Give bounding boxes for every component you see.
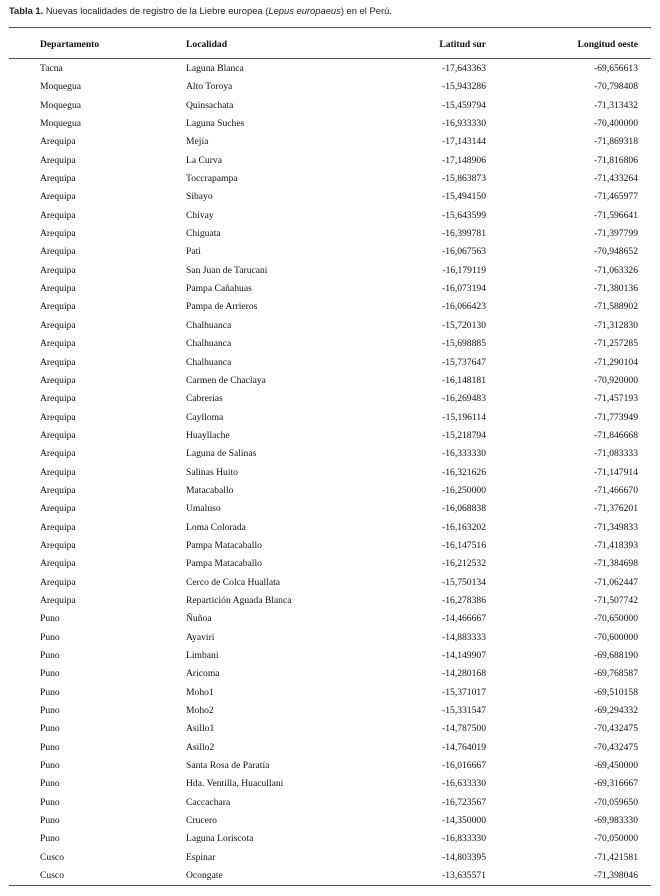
cell-latitud: -16,179119 bbox=[442, 264, 486, 276]
cell-localidad: Carmen de Chaclaya bbox=[186, 374, 266, 386]
cell-latitud: -14,350000 bbox=[442, 815, 486, 827]
cell-localidad: Asillo2 bbox=[186, 741, 215, 753]
header-longitud: Longitud oeste bbox=[577, 39, 638, 50]
table-row bbox=[0, 133, 660, 151]
cell-departamento: Arequipa bbox=[40, 264, 76, 276]
table-top-rule bbox=[9, 27, 651, 28]
header-latitud: Latitud sur bbox=[439, 39, 486, 50]
table-row bbox=[0, 115, 660, 133]
cell-longitud: -71,062447 bbox=[594, 576, 638, 588]
cell-longitud: -69,510158 bbox=[594, 686, 638, 698]
cell-localidad: Moho1 bbox=[186, 686, 214, 698]
cell-departamento: Puno bbox=[40, 815, 60, 827]
cell-latitud: -15,720130 bbox=[442, 319, 486, 331]
cell-departamento: Arequipa bbox=[40, 393, 76, 405]
table-row bbox=[0, 720, 660, 738]
cell-longitud: -71,083333 bbox=[594, 448, 638, 460]
cell-localidad: Salinas Huito bbox=[186, 466, 238, 478]
cell-departamento: Puno bbox=[40, 686, 60, 698]
cell-localidad: Pampa Cañahuas bbox=[186, 283, 252, 295]
cell-localidad: Pampa Matacaballo bbox=[186, 539, 262, 551]
cell-latitud: -16,147516 bbox=[442, 539, 486, 551]
cell-localidad: Espinar bbox=[186, 851, 216, 863]
cell-latitud: -16,723567 bbox=[442, 796, 486, 808]
cell-latitud: -17,643363 bbox=[442, 63, 486, 74]
cell-longitud: -69,294332 bbox=[594, 705, 638, 717]
cell-longitud: -71,433264 bbox=[594, 173, 638, 185]
table-row bbox=[0, 867, 660, 885]
cell-longitud: -71,349833 bbox=[594, 521, 638, 533]
cell-departamento: Arequipa bbox=[40, 503, 76, 515]
cell-latitud: -16,073194 bbox=[442, 283, 486, 295]
header-localidad: Localidad bbox=[186, 39, 228, 50]
cell-longitud: -71,257285 bbox=[594, 338, 638, 350]
cell-longitud: -70,948652 bbox=[594, 246, 638, 258]
cell-departamento: Moquegua bbox=[40, 81, 82, 93]
table-row bbox=[0, 812, 660, 830]
cell-localidad: Quinsachata bbox=[186, 99, 234, 111]
table-row bbox=[0, 335, 660, 353]
table-bottom-rule bbox=[9, 885, 651, 886]
cell-localidad: Cerco de Colca Huallata bbox=[186, 576, 281, 588]
cell-latitud: -15,737647 bbox=[442, 356, 486, 368]
cell-latitud: -16,333330 bbox=[442, 448, 486, 460]
cell-longitud: -69,316667 bbox=[594, 778, 638, 790]
cell-departamento: Puno bbox=[40, 668, 60, 680]
cell-departamento: Puno bbox=[40, 741, 60, 753]
cell-departamento: Puno bbox=[40, 705, 60, 717]
cell-longitud: -71,507742 bbox=[594, 594, 638, 606]
cell-latitud: -16,148181 bbox=[442, 374, 486, 386]
caption-text-after: ) en el Perú. bbox=[340, 5, 392, 16]
cell-localidad: Alto Toroya bbox=[186, 81, 233, 93]
cell-longitud: -71,421581 bbox=[594, 851, 638, 863]
cell-localidad: Ñuñoa bbox=[186, 613, 212, 625]
cell-longitud: -71,588902 bbox=[594, 301, 638, 313]
table-row bbox=[0, 574, 660, 592]
cell-localidad: Laguna Suches bbox=[186, 118, 245, 130]
cell-latitud: -15,331547 bbox=[442, 705, 486, 717]
table-row bbox=[0, 519, 660, 537]
table-row bbox=[0, 170, 660, 188]
cell-localidad: Ayaviri bbox=[186, 631, 215, 643]
caption-label: Tabla 1. bbox=[9, 5, 44, 16]
table-row bbox=[0, 702, 660, 720]
table-row bbox=[0, 830, 660, 848]
cell-departamento: Cusco bbox=[40, 870, 64, 882]
table-row bbox=[0, 207, 660, 225]
table-caption bbox=[9, 5, 392, 16]
table-row bbox=[0, 445, 660, 463]
table-row bbox=[0, 78, 660, 96]
table-header-rule bbox=[9, 58, 651, 59]
cell-localidad: Aricoma bbox=[186, 668, 220, 680]
cell-latitud: -15,698885 bbox=[442, 338, 486, 350]
table-row bbox=[0, 298, 660, 316]
cell-departamento: Moquegua bbox=[40, 118, 82, 130]
cell-departamento: Arequipa bbox=[40, 136, 76, 148]
cell-longitud: -71,457193 bbox=[594, 393, 638, 405]
cell-departamento: Arequipa bbox=[40, 594, 76, 606]
cell-longitud: -69,450000 bbox=[594, 760, 638, 772]
cell-longitud: -70,050000 bbox=[594, 833, 638, 845]
cell-longitud: -69,768587 bbox=[594, 668, 638, 680]
cell-departamento: Arequipa bbox=[40, 374, 76, 386]
cell-latitud: -15,371017 bbox=[442, 686, 486, 698]
cell-localidad: Chalhuanca bbox=[186, 319, 232, 331]
table-row bbox=[0, 354, 660, 372]
cell-localidad: San Juan de Tarucani bbox=[186, 264, 268, 276]
table-row bbox=[0, 243, 660, 261]
cell-departamento: Arequipa bbox=[40, 466, 76, 478]
cell-longitud: -70,920000 bbox=[594, 374, 638, 386]
cell-latitud: -15,943286 bbox=[442, 81, 486, 93]
cell-localidad: Sibayo bbox=[186, 191, 213, 203]
cell-latitud: -16,066423 bbox=[442, 301, 486, 313]
cell-localidad: Chalhuanca bbox=[186, 338, 232, 350]
cell-longitud: -71,398046 bbox=[594, 870, 638, 882]
table-row bbox=[0, 427, 660, 445]
table-row bbox=[0, 390, 660, 408]
cell-localidad: Caccachara bbox=[186, 796, 231, 808]
cell-latitud: -14,803395 bbox=[442, 851, 486, 863]
table-row bbox=[0, 500, 660, 518]
cell-longitud: -71,312830 bbox=[594, 319, 638, 331]
table-row bbox=[0, 60, 660, 78]
cell-longitud: -70,400000 bbox=[594, 118, 638, 130]
cell-localidad: Asillo1 bbox=[186, 723, 215, 735]
table-row bbox=[0, 97, 660, 115]
cell-departamento: Puno bbox=[40, 650, 60, 661]
cell-departamento: Arequipa bbox=[40, 319, 76, 331]
cell-latitud: -14,883333 bbox=[442, 631, 486, 643]
cell-localidad: Chalhuanca bbox=[186, 356, 232, 368]
cell-localidad: Pampa Matacaballo bbox=[186, 558, 262, 570]
table-row bbox=[0, 537, 660, 555]
cell-departamento: Arequipa bbox=[40, 484, 76, 496]
table-row bbox=[0, 665, 660, 683]
cell-latitud: -15,863873 bbox=[442, 173, 486, 185]
cell-longitud: -71,596641 bbox=[594, 209, 638, 221]
cell-longitud: -71,846668 bbox=[594, 429, 638, 441]
cell-departamento: Arequipa bbox=[40, 539, 76, 551]
cell-latitud: -16,068838 bbox=[442, 503, 486, 515]
cell-longitud: -70,059650 bbox=[594, 796, 638, 808]
cell-departamento: Arequipa bbox=[40, 558, 76, 570]
table-row bbox=[0, 757, 660, 775]
caption-text-before: Nuevas localidades de registro de la Liebre europea ( bbox=[43, 5, 269, 16]
cell-latitud: -14,149907 bbox=[442, 650, 486, 661]
cell-latitud: -17,143144 bbox=[442, 136, 486, 148]
cell-departamento: Puno bbox=[40, 796, 60, 808]
cell-longitud: -69,983330 bbox=[594, 815, 638, 827]
table-row bbox=[0, 555, 660, 573]
cell-localidad: Umaluso bbox=[186, 503, 221, 515]
cell-latitud: -16,321626 bbox=[442, 466, 486, 478]
cell-longitud: -71,290104 bbox=[594, 356, 638, 368]
cell-latitud: -15,643599 bbox=[442, 209, 486, 221]
cell-longitud: -71,816806 bbox=[594, 154, 638, 166]
cell-latitud: -16,163202 bbox=[442, 521, 486, 533]
cell-departamento: Puno bbox=[40, 613, 60, 625]
table-row bbox=[0, 794, 660, 812]
cell-latitud: -14,280168 bbox=[442, 668, 486, 680]
cell-longitud: -71,376201 bbox=[594, 503, 638, 515]
cell-localidad: Crucero bbox=[186, 815, 217, 827]
table-row bbox=[0, 739, 660, 757]
cell-departamento: Puno bbox=[40, 778, 60, 790]
cell-departamento: Arequipa bbox=[40, 209, 76, 221]
cell-latitud: -15,196114 bbox=[442, 411, 486, 423]
cell-localidad: Laguna Blanca bbox=[186, 63, 244, 74]
cell-departamento: Arequipa bbox=[40, 338, 76, 350]
cell-latitud: -16,212532 bbox=[442, 558, 486, 570]
cell-departamento: Arequipa bbox=[40, 154, 76, 166]
cell-longitud: -71,869318 bbox=[594, 136, 638, 148]
table-row bbox=[0, 464, 660, 482]
cell-longitud: -70,650000 bbox=[594, 613, 638, 625]
table-row bbox=[0, 262, 660, 280]
cell-latitud: -17,148906 bbox=[442, 154, 486, 166]
cell-localidad: Santa Rosa de Paratía bbox=[186, 760, 270, 772]
cell-departamento: Arequipa bbox=[40, 173, 76, 185]
table-row bbox=[0, 629, 660, 647]
cell-latitud: -16,250000 bbox=[442, 484, 486, 496]
header-departamento: Departamento bbox=[40, 39, 100, 50]
cell-localidad: Cabrerías bbox=[186, 393, 223, 405]
cell-longitud: -70,600000 bbox=[594, 631, 638, 643]
cell-latitud: -14,787500 bbox=[442, 723, 486, 735]
cell-departamento: Arequipa bbox=[40, 228, 76, 240]
cell-longitud: -71,313432 bbox=[594, 99, 638, 111]
cell-localidad: Chiguata bbox=[186, 228, 221, 240]
table-row bbox=[0, 317, 660, 335]
table-row bbox=[0, 280, 660, 298]
cell-latitud: -16,399781 bbox=[442, 228, 486, 240]
cell-departamento: Puno bbox=[40, 833, 60, 845]
cell-latitud: -16,278386 bbox=[442, 594, 486, 606]
cell-latitud: -15,218794 bbox=[442, 429, 486, 441]
cell-longitud: -69,656613 bbox=[594, 63, 638, 74]
table-body bbox=[0, 60, 660, 885]
cell-latitud: -16,933330 bbox=[442, 118, 486, 130]
cell-localidad: Hda. Ventilla, Huacullani bbox=[186, 778, 284, 790]
cell-longitud: -71,418393 bbox=[594, 539, 638, 551]
cell-departamento: Arequipa bbox=[40, 301, 76, 313]
cell-departamento: Arequipa bbox=[40, 429, 76, 441]
cell-latitud: -16,269483 bbox=[442, 393, 486, 405]
cell-departamento: Arequipa bbox=[40, 356, 76, 368]
cell-departamento: Arequipa bbox=[40, 411, 76, 423]
table-row bbox=[0, 225, 660, 243]
cell-latitud: -16,067563 bbox=[442, 246, 486, 258]
cell-localidad: Laguna de Salinas bbox=[186, 448, 257, 460]
table-row bbox=[0, 684, 660, 702]
cell-latitud: -14,466667 bbox=[442, 613, 486, 625]
table-row bbox=[0, 409, 660, 427]
cell-longitud: -70,432475 bbox=[594, 723, 638, 735]
cell-latitud: -15,494150 bbox=[442, 191, 486, 203]
cell-departamento: Moquegua bbox=[40, 99, 82, 111]
cell-departamento: Puno bbox=[40, 760, 60, 772]
cell-departamento: Arequipa bbox=[40, 283, 76, 295]
cell-longitud: -70,432475 bbox=[594, 741, 638, 753]
cell-localidad: La Curva bbox=[186, 154, 222, 166]
cell-latitud: -14,764019 bbox=[442, 741, 486, 753]
cell-latitud: -16,633330 bbox=[442, 778, 486, 790]
cell-localidad: Matacaballo bbox=[186, 484, 234, 496]
table-row bbox=[0, 849, 660, 867]
cell-latitud: -15,750134 bbox=[442, 576, 486, 588]
cell-localidad: Caylloma bbox=[186, 411, 224, 423]
table-row bbox=[0, 775, 660, 793]
cell-localidad: Toccrapampa bbox=[186, 173, 238, 185]
cell-departamento: Cusco bbox=[40, 851, 64, 863]
table-row bbox=[0, 482, 660, 500]
cell-localidad: Loma Colorada bbox=[186, 521, 246, 533]
cell-longitud: -71,384698 bbox=[594, 558, 638, 570]
cell-longitud: -71,465977 bbox=[594, 191, 638, 203]
cell-localidad: Huayllache bbox=[186, 429, 230, 441]
cell-departamento: Arequipa bbox=[40, 576, 76, 588]
cell-localidad: Moho2 bbox=[186, 705, 214, 717]
cell-departamento: Puno bbox=[40, 723, 60, 735]
cell-latitud: -16,833330 bbox=[442, 833, 486, 845]
table-row bbox=[0, 372, 660, 390]
table-row bbox=[0, 152, 660, 170]
cell-localidad: Ocongate bbox=[186, 870, 223, 882]
table-row bbox=[0, 188, 660, 206]
cell-longitud: -71,466670 bbox=[594, 484, 638, 496]
cell-departamento: Arequipa bbox=[40, 246, 76, 258]
table-row bbox=[0, 647, 660, 665]
cell-localidad: Limbani bbox=[186, 650, 219, 661]
table-row bbox=[0, 610, 660, 628]
cell-localidad: Pampa de Arrieros bbox=[186, 301, 258, 313]
cell-latitud: -16,016667 bbox=[442, 760, 486, 772]
cell-departamento: Arequipa bbox=[40, 521, 76, 533]
cell-latitud: -15,459794 bbox=[442, 99, 486, 111]
cell-localidad: Laguna Loriscota bbox=[186, 833, 254, 845]
cell-localidad: Mejía bbox=[186, 136, 209, 148]
cell-longitud: -71,397799 bbox=[594, 228, 638, 240]
cell-longitud: -69,688190 bbox=[594, 650, 638, 661]
cell-departamento: Puno bbox=[40, 631, 60, 643]
cell-departamento: Arequipa bbox=[40, 191, 76, 203]
cell-departamento: Arequipa bbox=[40, 448, 76, 460]
cell-localidad: Chivay bbox=[186, 209, 214, 221]
cell-longitud: -71,773949 bbox=[594, 411, 638, 423]
cell-longitud: -70,798408 bbox=[594, 81, 638, 93]
caption-species: Lepus europaeus bbox=[268, 5, 341, 16]
cell-departamento: Tacna bbox=[40, 63, 63, 74]
cell-longitud: -71,380136 bbox=[594, 283, 638, 295]
cell-localidad: Pati bbox=[186, 246, 201, 258]
table-row bbox=[0, 592, 660, 610]
cell-longitud: -71,147914 bbox=[594, 466, 638, 478]
cell-localidad: Repartición Aguada Blanca bbox=[186, 594, 292, 606]
cell-longitud: -71,063326 bbox=[594, 264, 638, 276]
cell-latitud: -13,635571 bbox=[442, 870, 486, 882]
